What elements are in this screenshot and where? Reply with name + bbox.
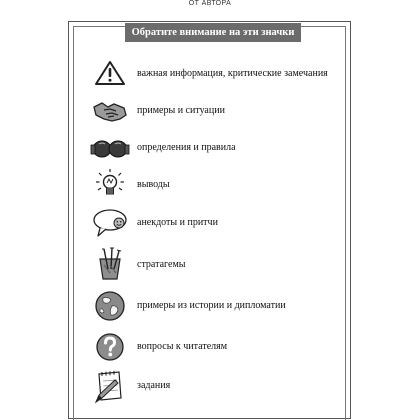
legend-item-label: вопросы к читателям (137, 341, 228, 352)
speech-bubble-smiley-icon (90, 205, 130, 241)
legend-item (90, 205, 350, 241)
legend-item-label: анекдоты и притчи (137, 217, 218, 228)
tactics-quiver-icon (90, 247, 130, 283)
question-icon (90, 329, 130, 365)
handshake-icon (90, 93, 130, 129)
lightbulb-icon (90, 167, 130, 203)
notepad-pencil-icon (90, 368, 130, 404)
legend-item-label: стратагемы (137, 259, 186, 270)
legend-item-label: примеры из истории и дипломатии (137, 300, 286, 311)
legend-item (90, 56, 350, 92)
legend-item (90, 130, 350, 166)
running-head: ОТ АВТОРА (188, 0, 232, 7)
legend-item-label: важная информация, критические замечания (137, 68, 328, 79)
globe-icon (90, 288, 130, 324)
legend-item-label: задания (137, 380, 171, 391)
warning-icon (90, 56, 130, 92)
legend-item-label: примеры и ситуации (137, 105, 225, 116)
legend-item (90, 247, 350, 283)
legend-item-label: определения и правила (137, 142, 236, 153)
boxing-gloves-icon (90, 130, 130, 166)
legend-item (90, 368, 350, 404)
legend-banner: Обратите внимание на эти значки (125, 23, 301, 42)
legend-item-label: выводы (137, 179, 170, 190)
legend-item (90, 93, 350, 129)
legend-item (90, 288, 350, 324)
legend-item (90, 167, 350, 203)
legend-item (90, 329, 350, 365)
